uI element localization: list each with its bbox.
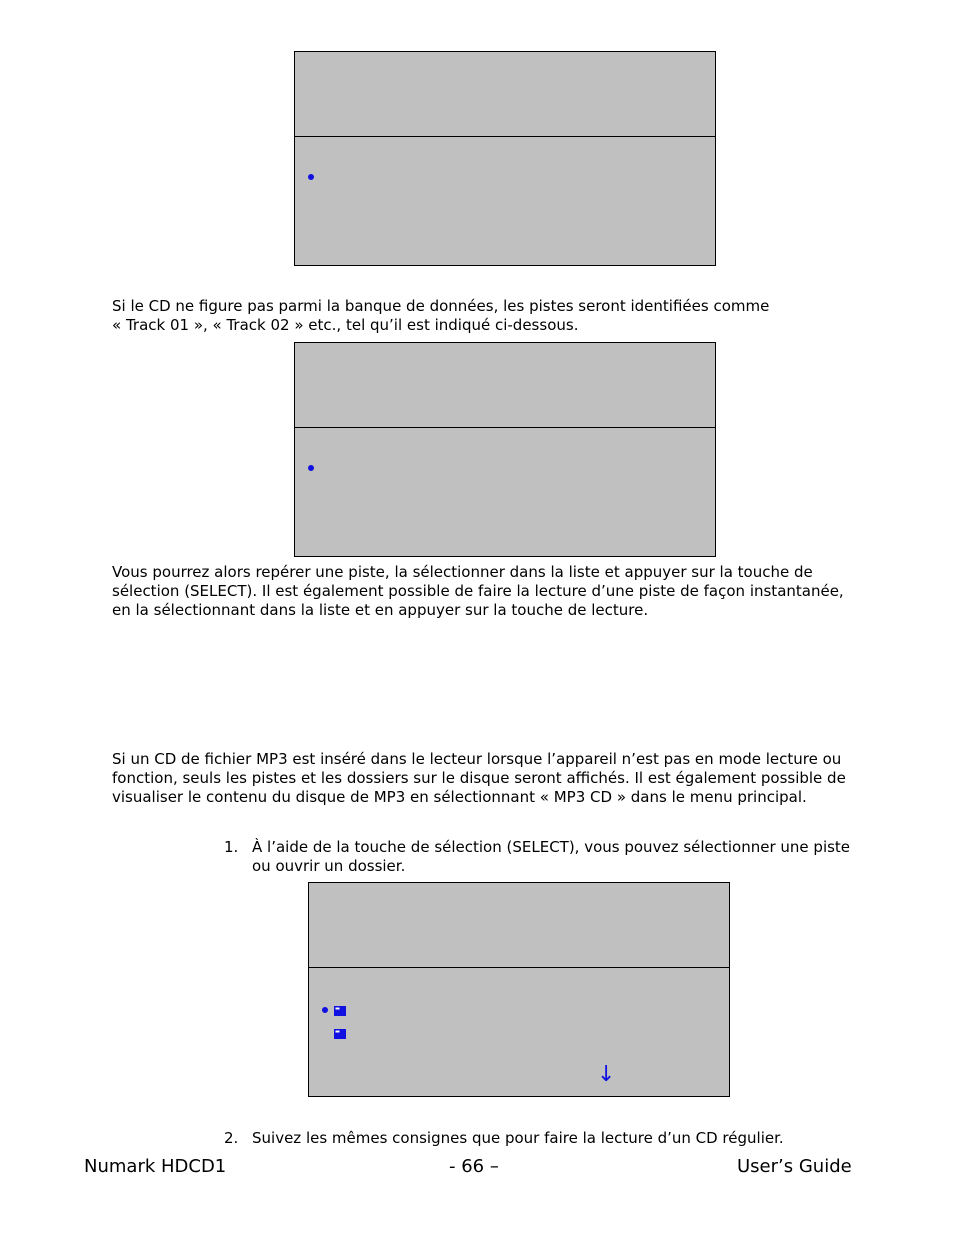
device-screen-1 — [294, 51, 716, 266]
paragraph-line: en la sélectionnant dans la liste et en appuyer sur la touche de lecture. — [112, 601, 649, 619]
paragraph-line: « Track 01 », « Track 02 » etc., tel qu’il est indiqué ci-dessous. — [112, 316, 579, 334]
screen-divider — [309, 967, 729, 968]
folder-icon — [334, 1029, 346, 1039]
screen-divider — [295, 427, 715, 428]
paragraph-line: Si le CD ne figure pas parmi la banque de données, les pistes seront identifiées comme — [112, 297, 770, 315]
device-screen-2 — [294, 342, 716, 557]
paragraph-line: visualiser le contenu du disque de MP3 en sélectionnant « MP3 CD » dans le menu principal. — [112, 788, 807, 806]
down-arrow-icon: ↓ — [597, 1062, 616, 1087]
step-text: ou ouvrir un dossier. — [252, 857, 406, 875]
folder-icon — [334, 1006, 346, 1016]
selection-dot-icon — [322, 1007, 328, 1013]
step-text: Suivez les mêmes consignes que pour faire la lecture d’un CD régulier. — [252, 1129, 784, 1147]
footer-page-number: - 66 – — [449, 1156, 499, 1177]
step-number: 2. — [224, 1129, 239, 1147]
selection-dot-icon — [308, 174, 314, 180]
paragraph-line: Si un CD de fichier MP3 est inséré dans le lecteur lorsque l’appareil n’est pas en mode lecture ou — [112, 750, 842, 768]
selection-dot-icon — [308, 465, 314, 471]
step-text: À l’aide de la touche de sélection (SELECT), vous pouvez sélectionner une piste — [252, 838, 851, 856]
paragraph-line: Vous pourrez alors repérer une piste, la sélectionner dans la liste et appuyer sur la touche de — [112, 563, 813, 581]
footer-guide-title: User’s Guide — [737, 1156, 852, 1177]
footer-product-name: Numark HDCD1 — [84, 1156, 227, 1177]
screen-divider — [295, 136, 715, 137]
step-number: 1. — [224, 838, 239, 856]
device-screen-3 — [308, 882, 730, 1097]
paragraph-line: sélection (SELECT). Il est également possible de faire la lecture d’une piste de façon instantanée, — [112, 582, 844, 600]
paragraph-line: fonction, seuls les pistes et les dossiers sur le disque seront affichés. Il est également possible de — [112, 769, 846, 787]
